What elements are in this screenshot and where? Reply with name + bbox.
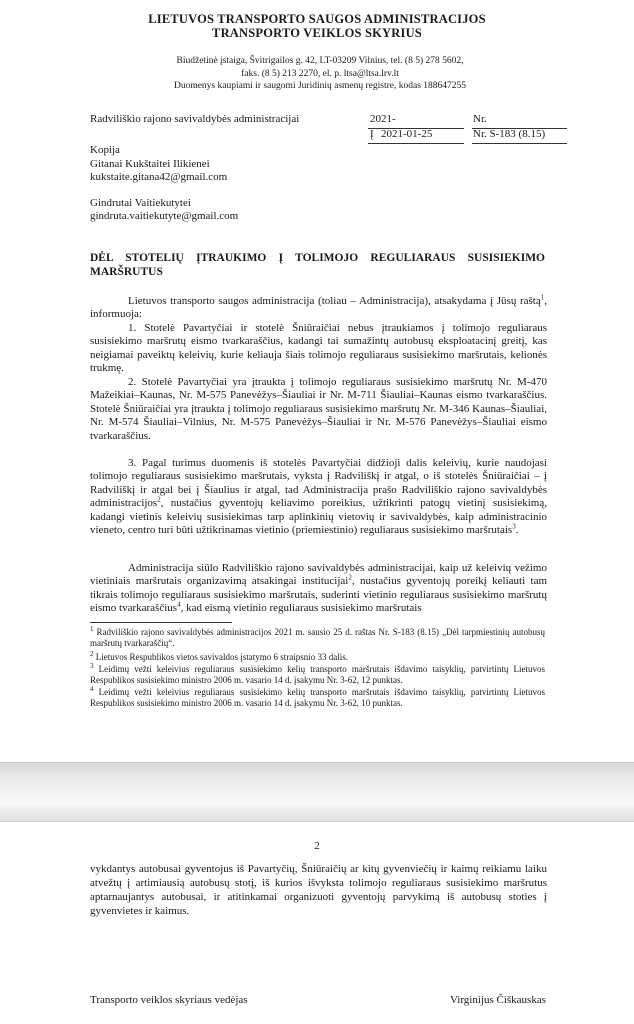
address-line-1: Biudžetinė įstaiga, Švitrigailos g. 42, LT-03209 Vilnius, tel. (8 5) 278 5602, [176,56,464,66]
footnote-1: $^1$ Radviliškio rajono savivaldybės administracijos 2021 m. sausio 25 d. raštas Nr. S-183 (8.15) „Dėl tarpmiestinių autobusų maršrutų tvarkaraščių“. [90,625,545,648]
page-number: 2 [314,840,320,852]
intro-paragraph: Lietuvos transporto saugos administracija (toliau – Administracija), atsakydama į Jūsų raštą$^1$, informuoja: [90,293,547,321]
letter-title-line-2: MARŠRUTUS [90,266,163,278]
department-name: TRANSPORTO VEIKLOS SKYRIUS [212,26,422,40]
copy-recipient-1: Gitanai Kukštaitei Ilikienei [90,158,210,170]
footnote-2: $^2$ Lietuvos Respublikos vietos savivaldos įstatymo 6 straipsnio 33 dalis. [90,650,348,662]
reference-prefix: Į [370,128,374,140]
page-break [0,762,634,822]
signer-name: Virginijus Čiškauskas [449,994,546,1006]
reference-number: Nr. S-183 (8.15) [473,128,546,140]
copy-label: Kopija [90,144,120,156]
registration-number-label: Nr. [473,113,487,125]
point-3-paragraph: 3. Pagal turimus duomenis iš stotelės Pavartyčiai didžioji dalis keleivių, kurie naudojasi tolimojo reguliaraus susisiekimo maršrutais, vyksta į Radviliškį ir atgal, o iš stotelės Šniūraičiai – į Radviliškį ir atgal bei į Šiaulius ir atgal, tad Administracija prašo Radviliškio rajono savivaldybės administracijos$^2$, nustačius gyventojų keliavimo poreikius, užtikrinti patogų vietinį susisiekimą, kadangi vietinis keleivių susisiekimas tarp aplinkinių vietovių ir savivaldybės, kaip administracinio vieneto, centro turi būti užtikrinamas vietinio (priemiestinio) reguliaraus susisiekimo maršrutais$^3$. [90,457,547,537]
address-line-3: Duomenys kaupiami ir saugomi Juridinių asmenų registre, kodas 188647255 [173,81,467,91]
copy-recipient-2: Gindrutai Vaitiekutytei [90,197,191,209]
footnote-3: $^3$ Leidimų vežti keleivius reguliaraus susisiekimo kelių transporto maršrutais išdavimo taisyklių, patvirtintų Lietuvos Respublikos susisiekimo ministro 2006 m. vasario 14 d. įsakymu Nr. 3-62, 12 punktas. [90,662,545,685]
reference-date: 2021-01-25 [381,128,433,140]
continuation-paragraph: vykdantys autobusai gyventojus iš Pavartyčių, Šniūraičių ar kitų gyvenviečių ir kaimų reikiamu laiku atvežtų į artimiausią autobusų stotį, iš kurios išvyksta tolimojo reguliaraus susisiekimo maršrutus aptarnaujantys autobusai, ir atitinkamai organizuoti gyventojų parvykimą iš autobusų stoties į gyvenvietes ir kaimus. [90,863,547,917]
reference-date-line [368,143,464,144]
address-line-2: faks. (8 5) 213 2270, el. p. ltsa@ltsa.lrv.lt [241,69,399,79]
footnote-separator [90,622,232,623]
proposal-paragraph: Administracija siūlo Radviliškio rajono savivaldybės administracijai, kaip už keleivių vežimo vietiniais maršrutais organizavimą atsakingai institucijai$^2$, nustačius gyventojų poreikį keliauti tam tikrais tolimojo reguliaraus susisiekimo maršrutais, suderinti vietinio reguliaraus susisiekimo maršrutų eismo tvarkaraščius$^4$, kad eismą vietinio reguliaraus susisiekimo maršrutais [90,562,548,615]
point-2-paragraph: 2. Stotelė Pavartyčiai yra įtraukta į tolimojo reguliaraus susisiekimo maršrutų Nr. M-470 Mažeikiai–Kaunas, Nr. M-575 Panevėžys–Šiauliai ir Nr. M-711 Šiauliai–Kaunas eismo tvarkaraščius. Stotelė Šniūraičiai yra įtraukta į tolimojo reguliaraus susisiekimo maršrutų Nr. M-346 Kaunas–Šiauliai, Nr. M-574 Šiauliai–Vilnius, Nr. M-575 Panevėžys–Šiauliai ir Nr. M-576 Panevėžys–Šiauliai eismo tvarkaraščius. [90,376,547,442]
copy-recipient-1-email: kukstaite.gitana42@gmail.com [90,171,228,183]
letter-title-line-1: DĖL STOTELIŲ ĮTRAUKIMO Į TOLIMOJO REGULIARAUS SUSISIEKIMO [90,252,545,264]
main-recipient: Radviliškio rajono savivaldybės administracijai [90,113,300,125]
reference-number-line [472,143,567,144]
organization-name: LIETUVOS TRANSPORTO SAUGOS ADMINISTRACIJOS [148,12,486,26]
point-1-paragraph: 1. Stotelė Pavartyčiai ir stotelė Šniūraičiai nebus įtraukiamos į tolimojo reguliaraus susisiekimo maršrutų eismo tvarkaraščius, kadangi tai sumažintų autobusų eksploatacinį greitį, kas neigiamai paveiktų keleivių, kurie keliauja šiais tolimojo reguliaraus susisiekimo maršrutais, kelionės trukmę. [90,322,547,375]
footnote-4: $^4$ Leidimų vežti keleivius reguliaraus susisiekimo kelių transporto maršrutais išdavimo taisyklių, patvirtintų Lietuvos Respublikos susisiekimo ministro 2006 m. vasario 14 d. įsakymu Nr. 3-62, 10 punktas. [90,685,545,708]
registration-date: 2021- [370,113,396,125]
copy-recipient-2-email: gindruta.vaitiekutyte@gmail.com [90,210,239,222]
signer-title: Transporto veiklos skyriaus vedėjas [90,994,248,1006]
